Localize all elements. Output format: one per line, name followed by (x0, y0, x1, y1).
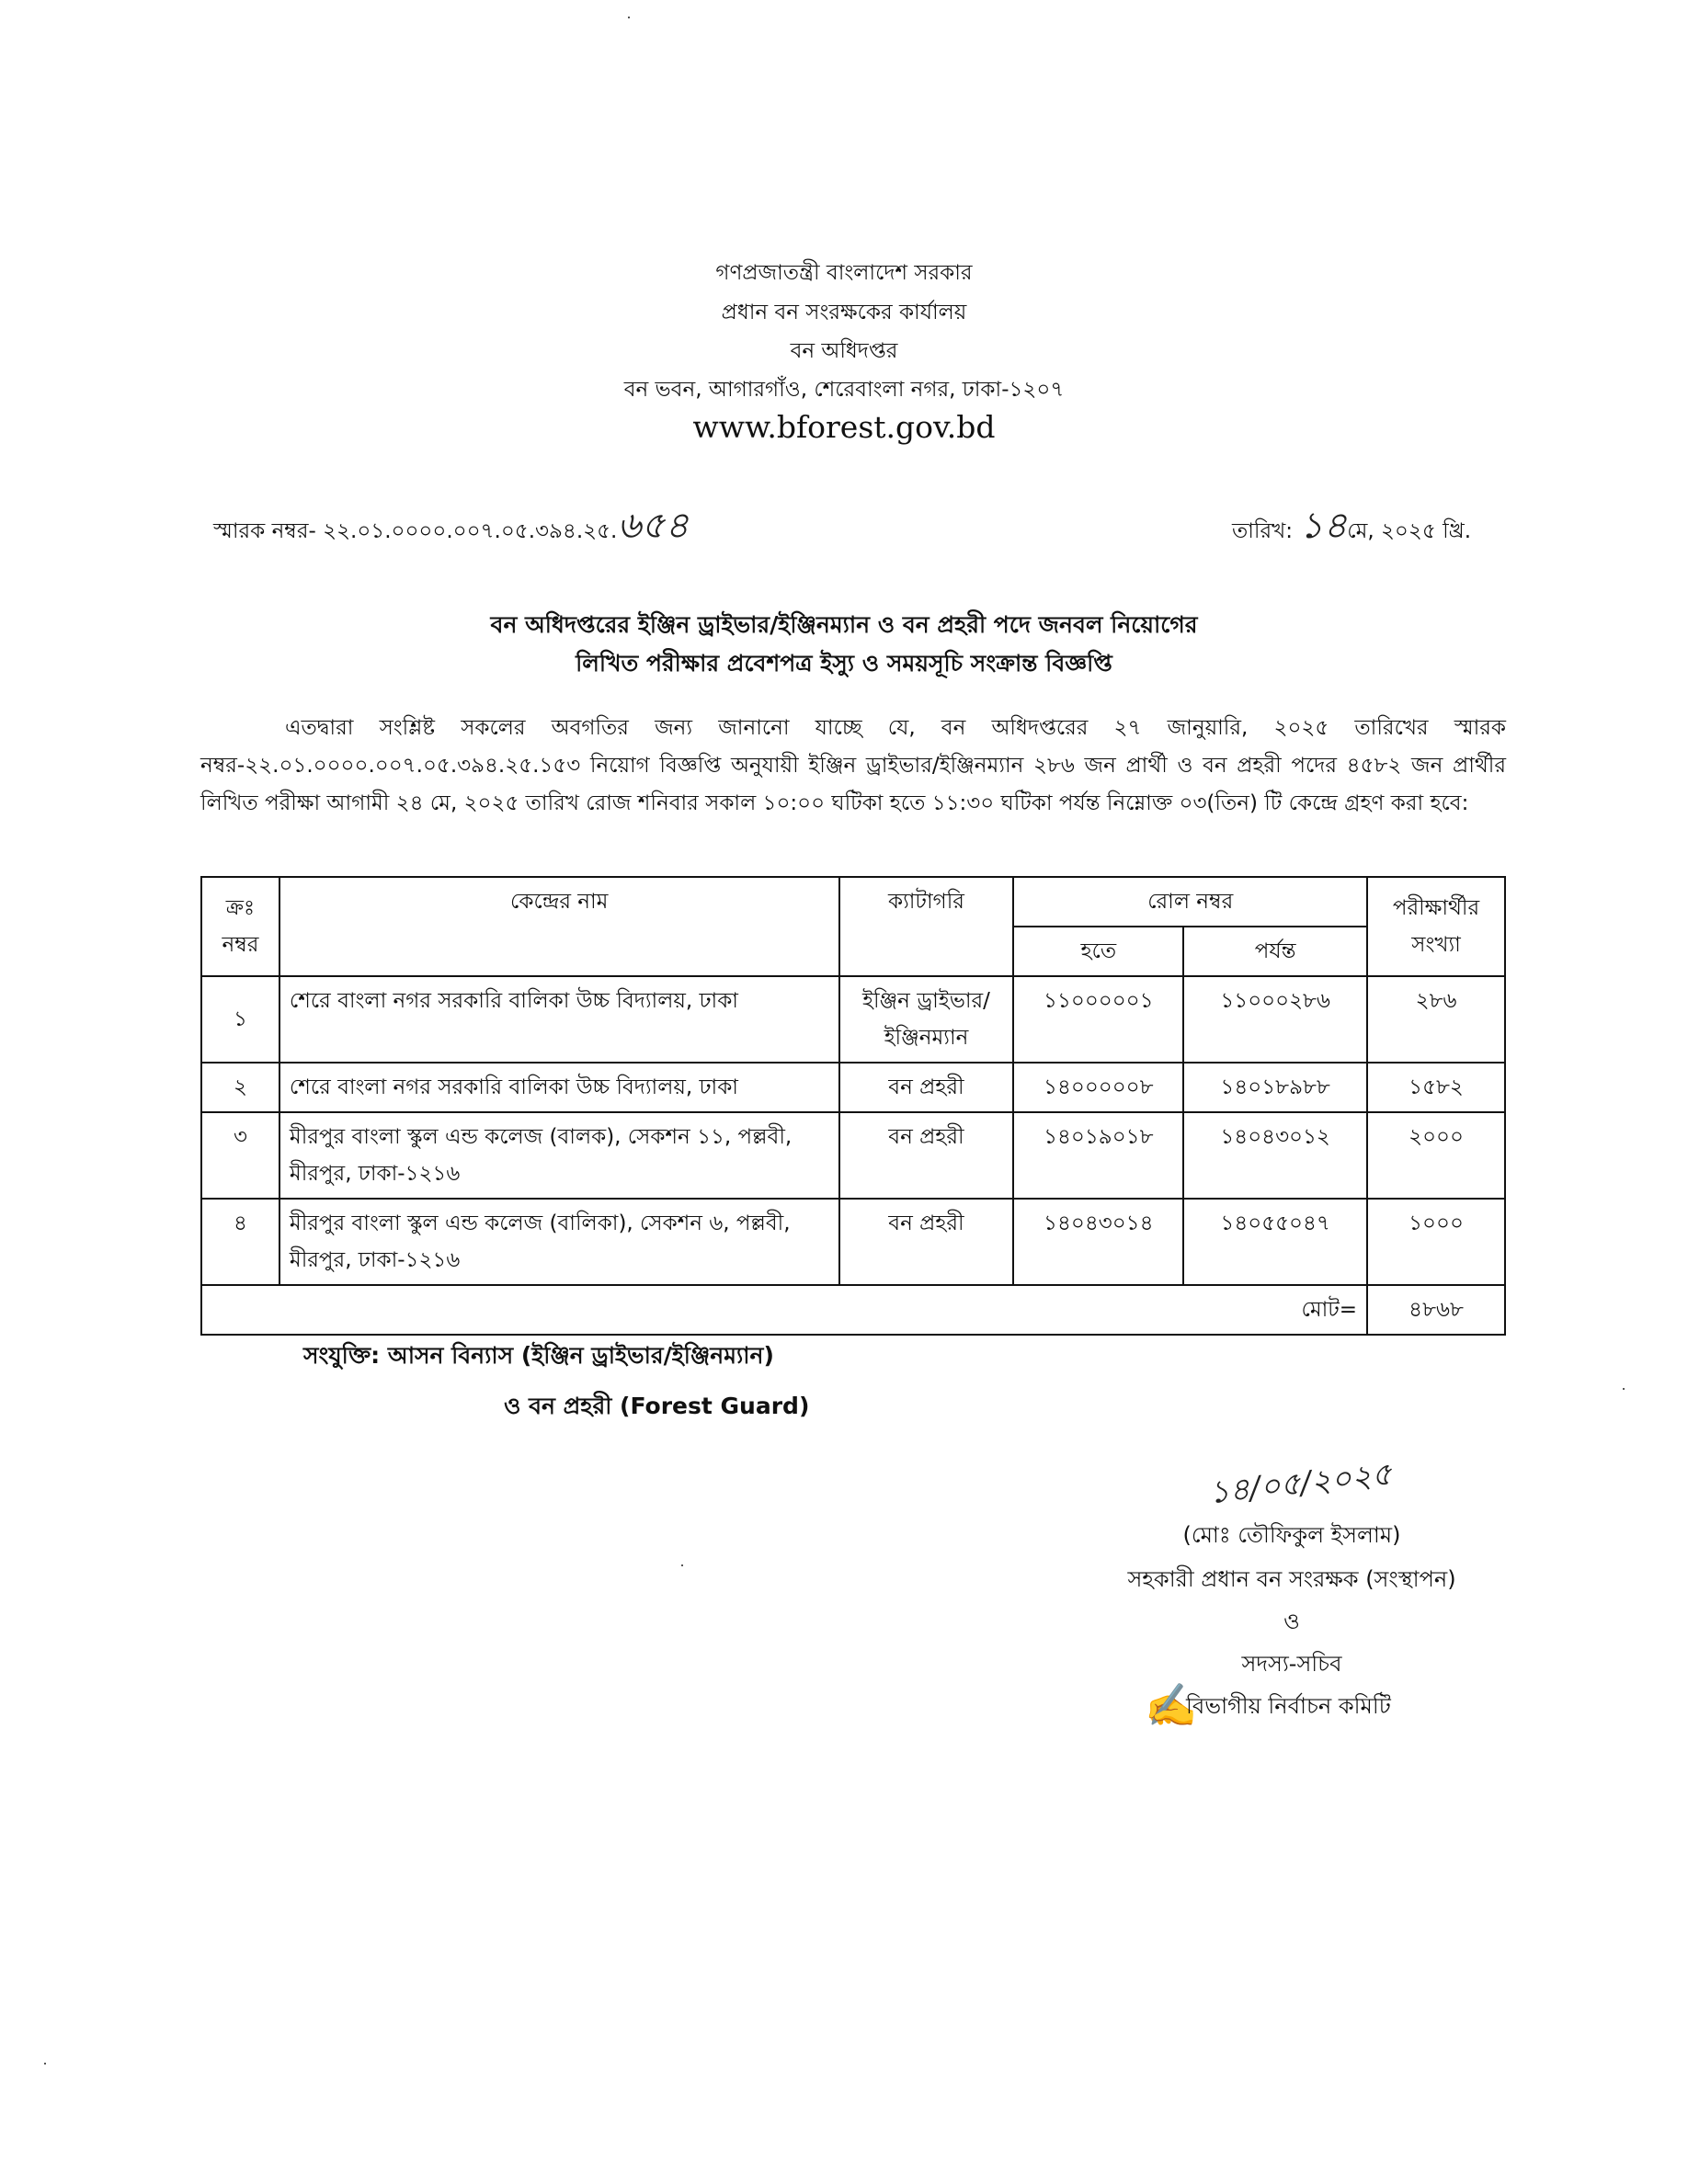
attachment-line1: সংযুক্তি: আসন বিন্যাস (ইঞ্জিন ড্রাইভার/ইঞ্জিনম্যান) (303, 1342, 774, 1369)
cell-center: মীরপুর বাংলা স্কুল এন্ড কলেজ (বালিকা), সেকশন ৬, পল্লবী, মীরপুর, ঢাকা-১২১৬ (279, 1199, 839, 1285)
cell-roll-from: ১১০০০০০১ (1013, 976, 1183, 1063)
cell-roll-to: ১৪০৫৫০৪৭ (1183, 1199, 1367, 1285)
memo-number (213, 496, 689, 558)
col-header-category: ক্যাটাগরি (839, 877, 1014, 976)
cell-center: শেরে বাংলা নগর সরকারি বালিকা উচ্চ বিদ্যালয়, ঢাকা (279, 1063, 839, 1112)
cell-roll-to: ১১০০০২৮৬ (1183, 976, 1367, 1063)
cell-serial: ২ (201, 1063, 279, 1112)
cell-category: ইঞ্জিন ড্রাইভার/ ইঞ্জিনম্যান (839, 976, 1014, 1063)
scan-speck (628, 17, 630, 18)
signatory-conjunction: ও (1283, 1609, 1300, 1634)
cell-count: ২৮৬ (1367, 976, 1505, 1063)
memo-label: স্মারক নম্বর- ২২.০১.০০০০.০০৭.০৫.৩৯৪.২৫. (213, 519, 618, 543)
cell-count: ১০০০ (1367, 1199, 1505, 1285)
memo-handwritten-number: ৬৫৪ (617, 505, 690, 547)
col-header-count (1367, 877, 1505, 976)
cell-roll-to: ১৪০৪৩০১২ (1183, 1112, 1367, 1199)
office-address: বন ভবন, আগারগাঁও, শেরেবাংলা নগর, ঢাকা-১২০৭ (623, 378, 1065, 402)
department-name: বন অধিদপ্তর (790, 339, 898, 363)
signatory-name: (মোঃ তৌফিকুল ইসলাম) (1182, 1522, 1401, 1548)
cell-serial: ১ (201, 976, 279, 1063)
cell-roll-to: ১৪০১৮৯৮৮ (1183, 1063, 1367, 1112)
table-row (201, 976, 1505, 1063)
cell-serial: ৪ (201, 1199, 279, 1285)
attachment-line2: ও বন প্রহরী (Forest Guard) (504, 1393, 810, 1419)
scan-speck (1623, 1388, 1625, 1390)
table-row (201, 1112, 1505, 1199)
notice-title-line1: বন অধিদপ্তরের ইঞ্জিন ড্রাইভার/ইঞ্জিনম্যান ও বন প্রহরী পদে জনবল নিয়োগের (490, 611, 1198, 638)
cell-roll-from: ১৪০৪৩০১৪ (1013, 1199, 1183, 1285)
scan-speck (681, 1564, 683, 1566)
govt-name: গণপ্রজাতন্ত্রী বাংলাদেশ সরকার (715, 261, 973, 285)
col-header-serial (201, 877, 279, 976)
table-header-row (201, 877, 1505, 927)
cell-center: শেরে বাংলা নগর সরকারি বালিকা উচ্চ বিদ্যালয়, ঢাকা (279, 976, 839, 1063)
cell-category: বন প্রহরী (839, 1063, 1014, 1112)
signatory-role: সদস্য-সচিব (1241, 1651, 1342, 1677)
cell-center: মীরপুর বাংলা স্কুল এন্ড কলেজ (বালক), সেকশন ১১, পল্লবী, মীরপুর, ঢাকা-১২১৬ (279, 1112, 839, 1199)
cell-category: বন প্রহরী (839, 1112, 1014, 1199)
table-row (201, 1063, 1505, 1112)
cell-count: ২০০০ (1367, 1112, 1505, 1199)
initial-scribble-icon: ✍ (1145, 1680, 1198, 1730)
col-header-center-name: কেন্দ্রের নাম (279, 877, 839, 976)
scan-speck (44, 2063, 46, 2065)
cell-category: বন প্রহরী (839, 1199, 1014, 1285)
memo-date (1232, 496, 1471, 558)
table-total-row (201, 1285, 1505, 1335)
col-header-roll-from: হতে (1013, 927, 1183, 976)
date-label: তারিখ: (1232, 519, 1294, 543)
office-name: প্রধান বন সংরক্ষকের কার্যালয় (721, 301, 967, 324)
committee-name: বিভাগীয় নির্বাচন কমিটি (1186, 1693, 1391, 1719)
handwritten-signature: ১৪/০৫/২০২৫ (1207, 1455, 1394, 1512)
table-row (201, 1199, 1505, 1285)
total-label: মোট= (201, 1285, 1367, 1335)
cell-serial: ৩ (201, 1112, 279, 1199)
serial-header-line1: ক্রঃ (225, 896, 256, 920)
col-header-roll: রোল নম্বর (1013, 877, 1367, 927)
date-handwritten-day: ১৪ (1299, 505, 1348, 547)
count-header-line2: সংখ্যা (1411, 933, 1461, 957)
signatory-designation: সহকারী প্রধান বন সংরক্ষক (সংস্থাপন) (1127, 1566, 1456, 1592)
exam-center-table (200, 876, 1506, 1336)
total-value: ৪৮৬৮ (1367, 1285, 1505, 1335)
cell-count: ১৫৮২ (1367, 1063, 1505, 1112)
date-rest: মে, ২০২৫ খ্রি. (1347, 519, 1472, 543)
cell-roll-from: ১৪০০০০০৮ (1013, 1063, 1183, 1112)
count-header-line1: পরীক্ষার্থীর (1392, 896, 1480, 920)
col-header-roll-to: পর্যন্ত (1183, 927, 1367, 976)
notice-title-line2: লিখিত পরীক্ষার প্রবেশপত্র ইস্যু ও সময়সূচি সংক্রান্ত বিজ্ঞপ্তি (576, 650, 1112, 677)
notice-body (200, 710, 1506, 823)
cell-roll-from: ১৪০১৯০১৮ (1013, 1112, 1183, 1199)
website-link[interactable]: www.bforest.gov.bd (692, 409, 996, 445)
serial-header-line2: নম্বর (222, 933, 259, 957)
notice-paragraph: এতদ্বারা সংশ্লিষ্ট সকলের অবগতির জন্য জানানো যাচ্ছে যে, বন অধিদপ্তরের ২৭ জানুয়ারি, ২০২৫ তারিখের স্মারক নম্বর-২২.০১.০০০০.০০৭.০৫.৩৯৪.২৫.১৫৩ নিয়োগ বিজ্ঞপ্তি অনুযায়ী ইঞ্জিন ড্রাইভার/ইঞ্জিনম্যান ২৮৬ জন প্রার্থী ও বন প্রহরী পদের ৪৫৮২ জন প্রার্থীর লিখিত পরীক্ষা আগামী ২৪ মে, ২০২৫ তারিখ রোজ শনিবার সকাল ১০:০০ ঘটিকা হতে ১১:৩০ ঘটিকা পর্যন্ত নিম্নোক্ত ০৩(তিন) টি কেন্দ্রে গ্রহণ করা হবে: (200, 716, 1506, 815)
